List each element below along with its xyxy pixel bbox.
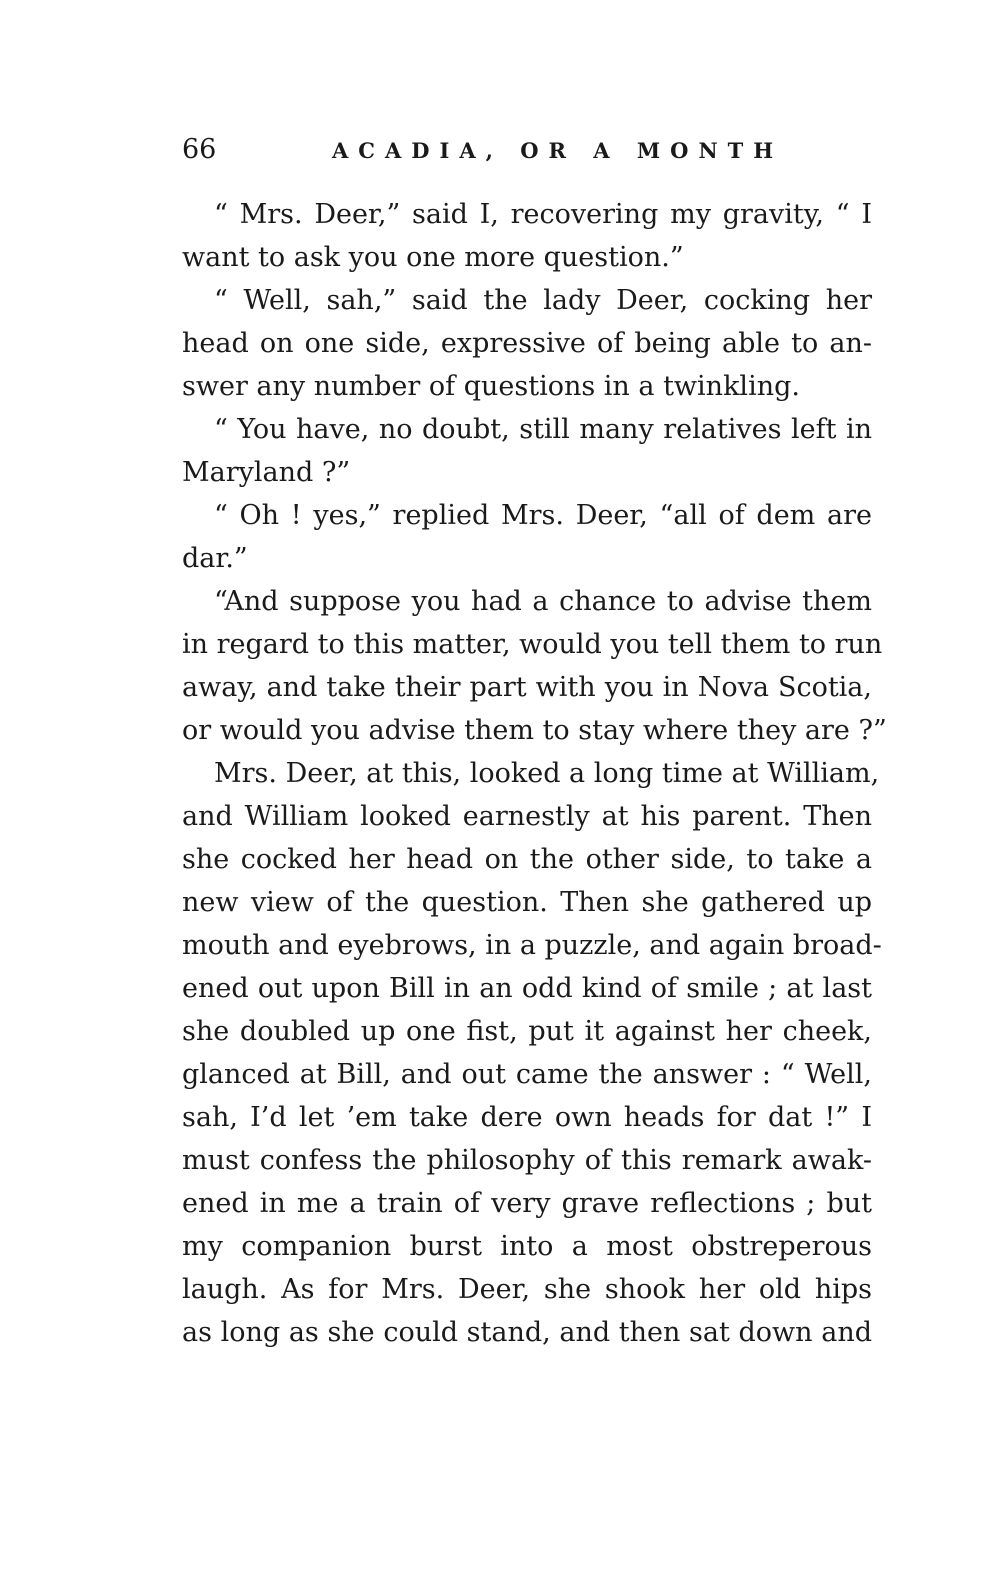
- text-line: must confess the philosophy of this remark awak-: [182, 1145, 872, 1176]
- text-line: “ Oh ! yes,” replied Mrs. Deer, “all of dem are: [214, 500, 872, 531]
- text-line: swer any number of questions in a twinkling.: [182, 371, 800, 402]
- text-line: mouth and eyebrows, in a puzzle, and again broad-: [182, 930, 882, 961]
- text-line: she doubled up one fist, put it against her cheek,: [182, 1016, 872, 1047]
- text-line: “And suppose you had a chance to advise them: [214, 586, 872, 617]
- page-number: 66: [182, 134, 217, 165]
- text-line: “ You have, no doubt, still many relatives left in: [214, 414, 872, 445]
- text-line: as long as she could stand, and then sat down and: [182, 1317, 872, 1348]
- text-line: dar.”: [182, 543, 248, 574]
- text-line: Maryland ?”: [182, 457, 351, 488]
- text-line: my companion burst into a most obstreperous: [182, 1231, 872, 1262]
- text-line: ened in me a train of very grave reflections ; but: [182, 1188, 872, 1219]
- text-line: and William looked earnestly at his parent. Then: [182, 801, 872, 832]
- text-line: ened out upon Bill in an odd kind of smile ; at last: [182, 973, 872, 1004]
- text-line: in regard to this matter, would you tell them to run: [182, 629, 883, 660]
- text-line: “ Mrs. Deer,” said I, recovering my gravity, “ I: [214, 199, 872, 230]
- text-line: away, and take their part with you in Nova Scotia,: [182, 672, 872, 703]
- text-line: new view of the question. Then she gathered up: [182, 887, 872, 918]
- text-line: Mrs. Deer, at this, looked a long time at William,: [214, 758, 880, 789]
- text-line: sah, I’d let ’em take dere own heads for dat !” I: [182, 1102, 872, 1133]
- text-line: or would you advise them to stay where they are ?”: [182, 715, 887, 746]
- running-head: ACADIA, OR A MONTH: [332, 138, 784, 163]
- text-line: glanced at Bill, and out came the answer : “ Well,: [182, 1059, 872, 1090]
- text-line: she cocked her head on the other side, to take a: [182, 844, 872, 875]
- text-line: head on one side, expressive of being able to an-: [182, 328, 872, 359]
- page-header: [182, 132, 872, 172]
- text-line: laugh. As for Mrs. Deer, she shook her old hips: [182, 1274, 872, 1305]
- text-line: “ Well, sah,” said the lady Deer, cocking her: [214, 285, 872, 316]
- body-text: [182, 193, 887, 1354]
- text-line: want to ask you one more question.”: [182, 242, 684, 273]
